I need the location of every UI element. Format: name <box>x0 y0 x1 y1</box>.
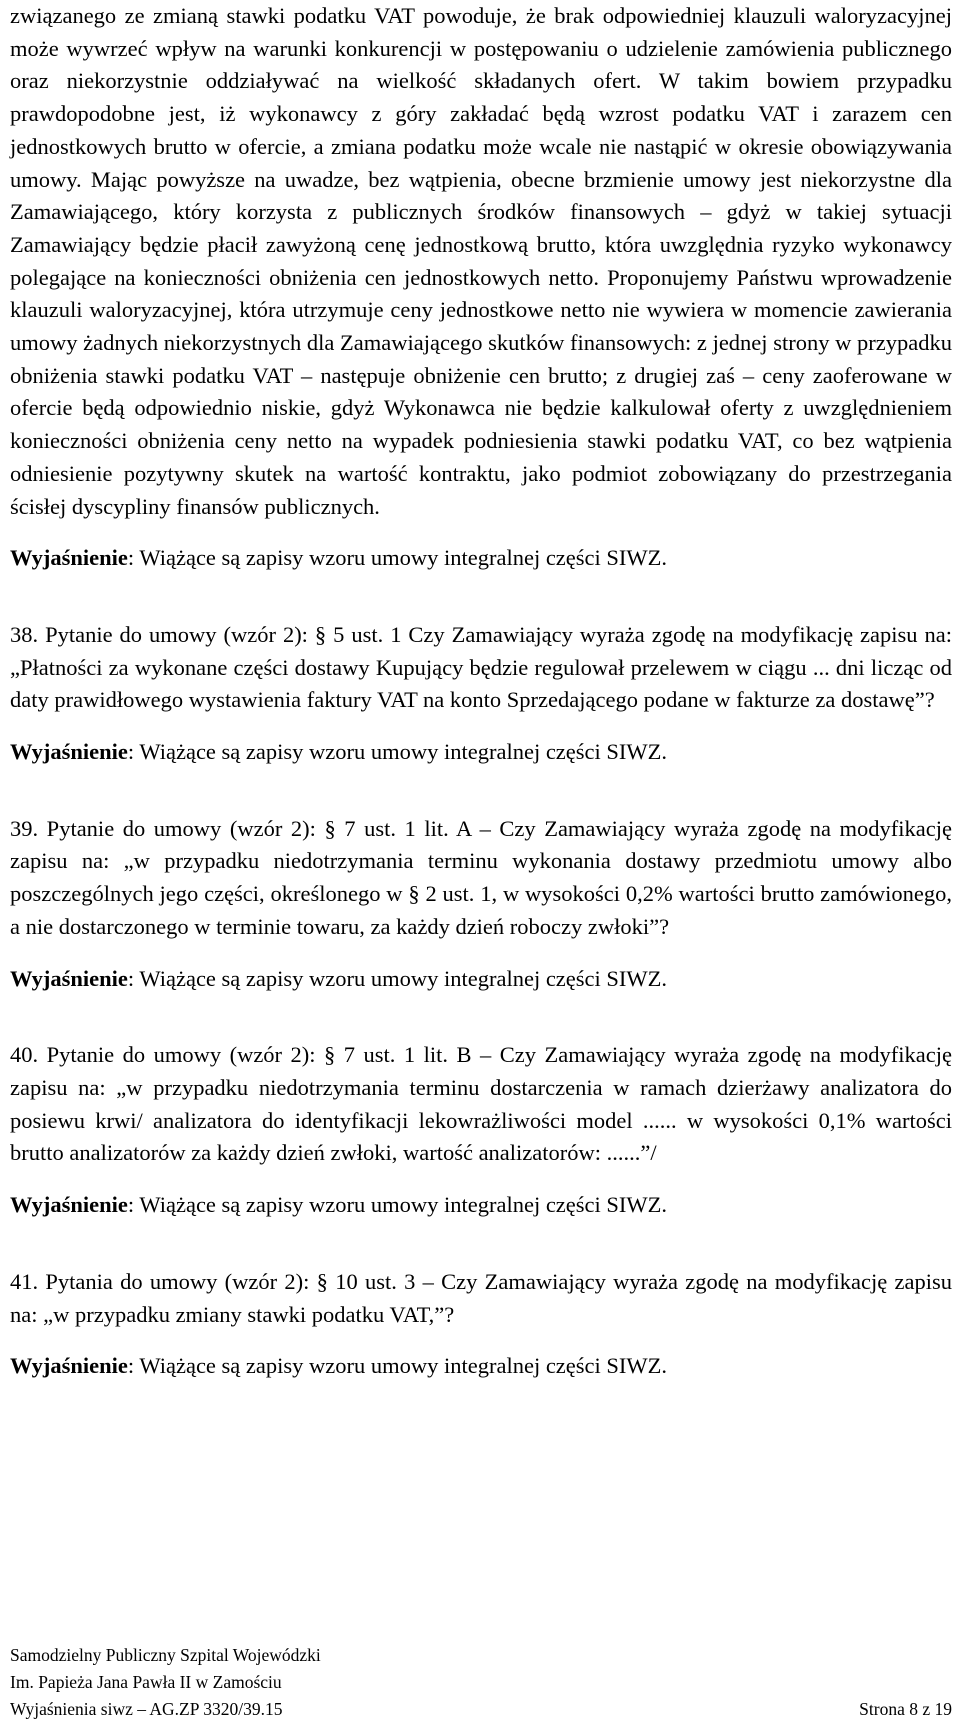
question-41: 41. Pytania do umowy (wzór 2): § 10 ust. 3 – Czy Zamawiający wyraża zgodę na modyfikację zapisu na: „w przypadku zmiany stawki podatku VAT,”? <box>10 1268 952 1327</box>
answer-paragraph <box>10 736 952 769</box>
page-number: Strona 8 z 19 <box>859 1699 952 1719</box>
answer-text: : Wiążące są zapisy wzoru umowy integralnej części SIWZ. <box>127 1192 668 1218</box>
question-39: 39. Pytanie do umowy (wzór 2): § 7 ust. 1 lit. A – Czy Zamawiający wyraża zgodę na modyfikację zapisu na: „w przypadku niedotrzymania terminu wykonania dostawy przedmiotu umowy albo poszczególnych jego części, określonego w § 2 ust. 1, w wysokości 0,2% wartości brutto zamówionego, a nie dostarczonego w terminie towaru, za każdy dzień roboczy zwłoki”? <box>10 815 952 939</box>
document-body <box>10 0 952 1383</box>
answer-text: : Wiążące są zapisy wzoru umowy integralnej części SIWZ. <box>127 545 668 571</box>
answer-text: : Wiążące są zapisy wzoru umowy integralnej części SIWZ. <box>127 1353 668 1379</box>
answer-text: : Wiążące są zapisy wzoru umowy integralnej części SIWZ. <box>127 739 668 765</box>
footer-reference: Wyjaśnienia siwz – AG.ZP 3320/39.15 <box>10 1699 283 1719</box>
spacer <box>10 1331 952 1350</box>
continuation-paragraph: związanego ze zmianą stawki podatku VAT powoduje, że brak odpowiedniej klauzuli waloryzacyjnej może wywrzeć wpływ na warunki konkurencji w postępowaniu o udzielenie zamówienia publicznego oraz niekorzystnie oddziaływać na wielkość składanych ofert. W takim bowiem przypadku prawdopodobne jest, iż wykonawcy z góry zakładać będą wzrost podatku VAT i zarazem cen jednostkowych brutto w ofercie, a zmiana podatku może wcale nie nastąpić w okresie obowiązywania umowy. Mając powyższe na uwadze, bez wątpienia, obecne brzmienie umowy jest niekorzystne dla Zamawiającego, który korzysta z publicznych środków finansowych – gdyż w takiej sytuacji Zamawiający będzie płacił zawyżoną cenę jednostkową brutto, która uwzględnia ryzyko wykonawcy polegające na konieczności obniżenia cen jednostkowych netto. Proponujemy Państwu wprowadzenie klauzuli waloryzacyjnej, która utrzymuje ceny jednostkowe netto nie wywiera w momencie zawierania umowy żadnych niekorzystnych dla Zamawiającego skutków finansowych: z jednej strony w przypadku obniżenia stawki podatku VAT – następuje obniżenie cen brutto; z drugiej zaś – ceny zaoferowane w ofercie będą odpowiednio niskie, gdyż Wykonawca nie będzie kalkulował oferty z uwzględnieniem konieczności obniżenia ceny netto na wypadek podniesienia stawki podatku VAT, co bez wątpienia odniesienie pozytywny skutek na wartość kontraktu, jako podmiot zobowiązany do przestrzegania ścisłej dyscypliny finansów publicznych. <box>10 3 952 519</box>
page-footer <box>10 1642 952 1723</box>
spacer <box>10 1222 952 1266</box>
spacer <box>10 717 952 736</box>
spacer <box>10 769 952 813</box>
answer-paragraph <box>10 1350 952 1383</box>
spacer <box>10 944 952 963</box>
answer-label: Wyjaśnienie <box>10 1192 128 1218</box>
footer-institution: Samodzielny Publiczny Szpital Wojewódzki <box>10 1645 321 1665</box>
answer-label: Wyjaśnienie <box>10 739 128 765</box>
footer-reference-row <box>10 1696 952 1723</box>
spacer <box>10 523 952 542</box>
answer-label: Wyjaśnienie <box>10 1353 128 1379</box>
answer-paragraph <box>10 542 952 575</box>
footer-patron: Im. Papieża Jana Pawła II w Zamościu <box>10 1672 282 1692</box>
spacer <box>10 995 952 1039</box>
answer-text: : Wiążące są zapisy wzoru umowy integralnej części SIWZ. <box>127 965 668 991</box>
spacer <box>10 575 952 619</box>
answer-paragraph <box>10 963 952 996</box>
answer-label: Wyjaśnienie <box>10 545 128 571</box>
question-40: 40. Pytanie do umowy (wzór 2): § 7 ust. 1 lit. B – Czy Zamawiający wyraża zgodę na modyfikację zapisu na: „w przypadku niedotrzymania terminu dostarczenia w ramach dzierżawy analizatora do posiewu krwi/ analizatora do identyfikacji lekowrażliwości model ...... w wysokości 0,1% wartości brutto analizatorów za każdy dzień zwłoki, wartość analizatorów: ......”/ <box>10 1042 952 1166</box>
answer-label: Wyjaśnienie <box>10 965 128 991</box>
question-38: 38. Pytanie do umowy (wzór 2): § 5 ust. 1 Czy Zamawiający wyraża zgodę na modyfikację zapisu na: „Płatności za wykonane części dostawy Kupujący będzie regulował przelewem w ciągu ... dni licząc od daty prawidłowego wystawienia faktury VAT na konto Sprzedającego podane w fakturze za dostawę”? <box>10 621 952 713</box>
answer-paragraph <box>10 1189 952 1222</box>
spacer <box>10 1170 952 1189</box>
